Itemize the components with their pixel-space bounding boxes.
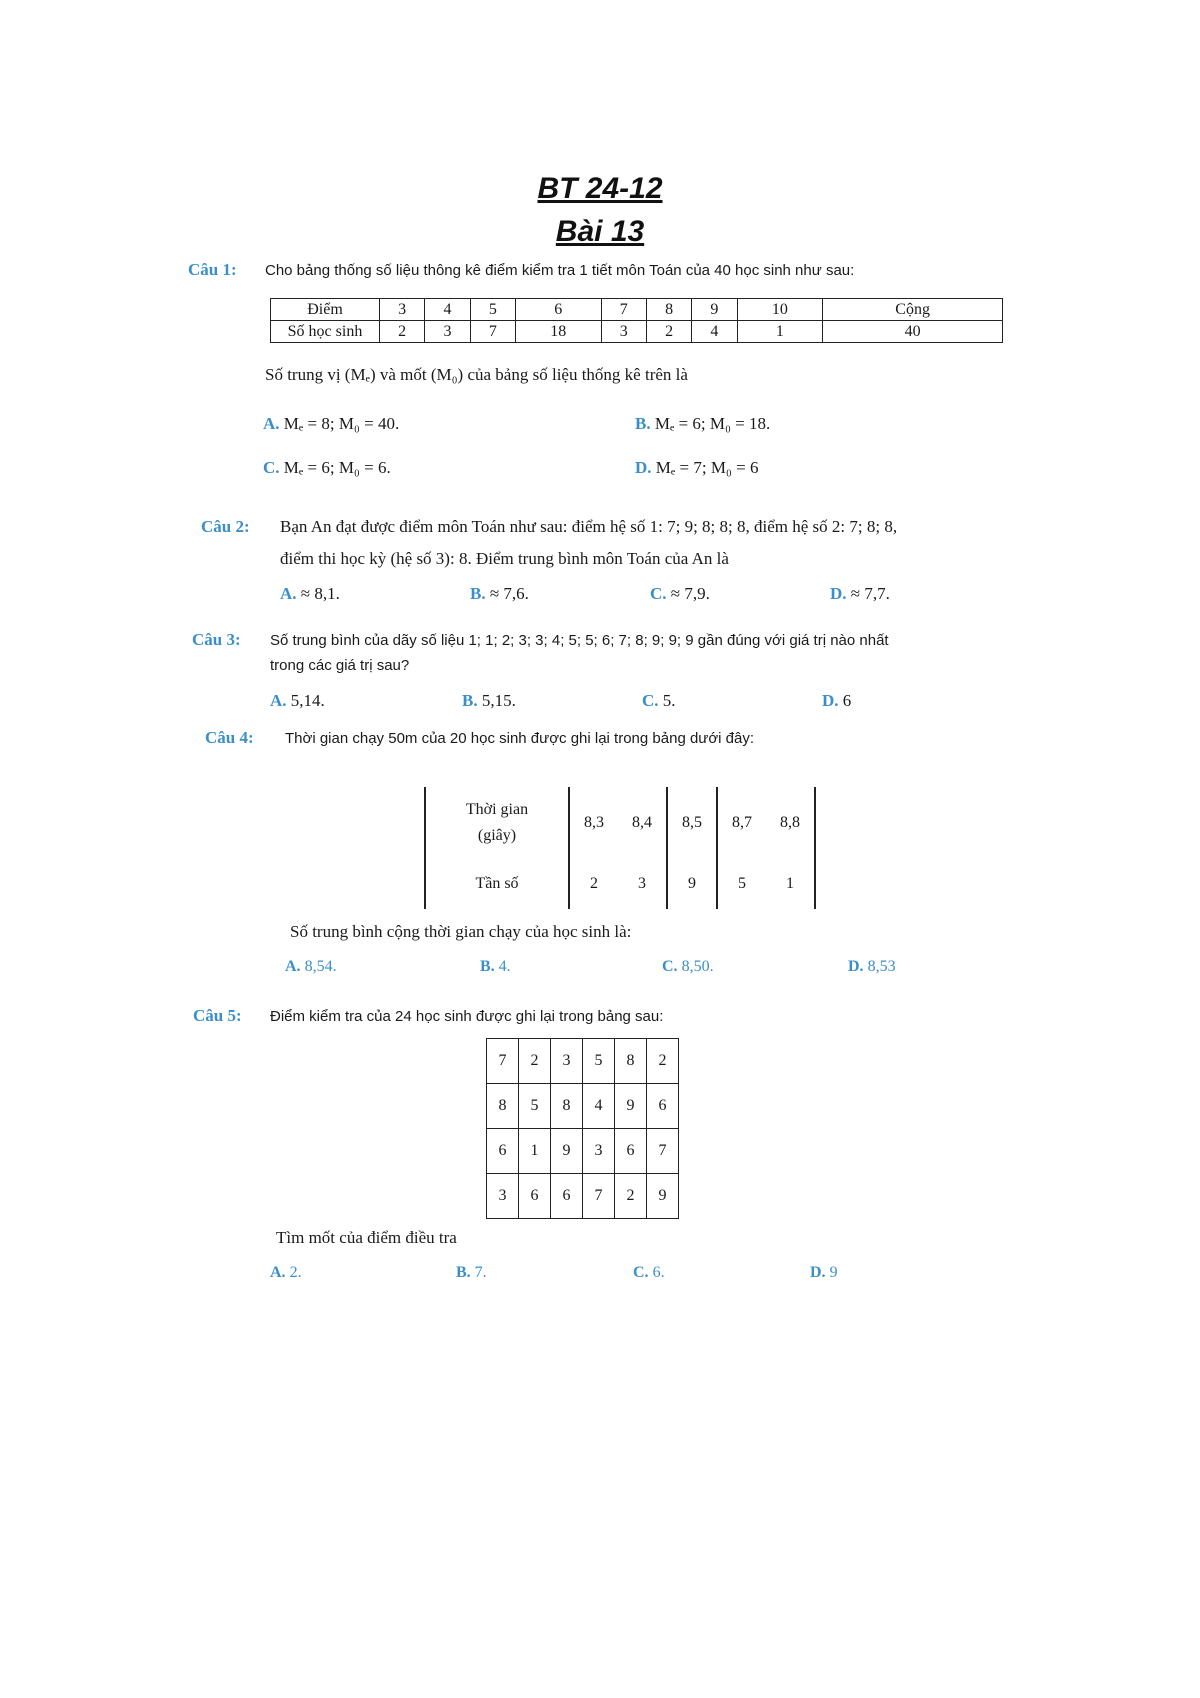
table-cell: 1 <box>766 859 815 909</box>
question-1-option-c[interactable] <box>263 458 391 478</box>
option-text: Mₑ = 6; M₀ = 18. <box>654 414 771 433</box>
option-text: 4. <box>498 958 511 975</box>
option-text: 8,54. <box>304 958 337 975</box>
question-2-label: Câu 2: <box>201 517 250 536</box>
table-row <box>271 299 1003 321</box>
question-1-label: Câu 1: <box>188 260 237 279</box>
table-row <box>487 1084 679 1129</box>
question-4-label: Câu 4: <box>205 728 254 747</box>
question-3-line2: trong các giá trị sau? <box>270 657 410 674</box>
question-5-option-b[interactable] <box>456 1264 487 1282</box>
table-cell: 3 <box>618 859 667 909</box>
question-2-option-c[interactable] <box>650 584 710 604</box>
question-4-option-b[interactable] <box>480 958 511 976</box>
table-cell: 3 <box>425 321 470 343</box>
question-3-label: Câu 3: <box>192 630 241 649</box>
question-3-option-a[interactable] <box>270 691 325 711</box>
table-cell: 2 <box>647 1039 679 1084</box>
option-key: B. <box>480 958 495 975</box>
table-cell: 9 <box>692 299 737 321</box>
table-cell: 3 <box>380 299 425 321</box>
table-cell: 6 <box>515 299 601 321</box>
option-text: 8,50. <box>681 958 714 975</box>
option-text: 6. <box>652 1264 665 1281</box>
table-cell: 6 <box>647 1084 679 1129</box>
question-2-option-b[interactable] <box>470 584 529 604</box>
option-key: D. <box>635 458 652 477</box>
question-5-option-a[interactable] <box>270 1264 302 1282</box>
table-cell: 7 <box>601 299 646 321</box>
table-row <box>487 1129 679 1174</box>
option-text: 5,15. <box>481 691 516 710</box>
header-line: Thời gian <box>465 801 529 818</box>
table-cell: 5 <box>519 1084 551 1129</box>
option-key: C. <box>633 1264 649 1281</box>
option-text: 6 <box>842 691 852 710</box>
table-cell: 9 <box>615 1084 647 1129</box>
question-5-grid <box>486 1038 679 1219</box>
table-cell: 3 <box>487 1174 519 1219</box>
table-cell: 5 <box>470 299 515 321</box>
option-text: 9 <box>829 1264 838 1281</box>
table-cell: 8,3 <box>584 814 604 831</box>
question-2-line1: Bạn An đạt được điểm môn Toán như sau: điểm hệ số 1: 7; 9; 8; 8; 8, điểm hệ số 2: 7; 8; 8, <box>280 517 898 536</box>
question-3-option-d[interactable] <box>822 691 851 711</box>
table-cell: 6 <box>615 1129 647 1174</box>
table-cell: 8 <box>487 1084 519 1129</box>
option-key: C. <box>263 458 280 477</box>
question-5-text: Điểm kiểm tra của 24 học sinh được ghi lại trong bảng sau: <box>270 1008 664 1025</box>
question-2-option-a[interactable] <box>280 584 340 604</box>
header-line: (giây) <box>477 827 517 844</box>
option-text: 5. <box>662 691 676 710</box>
table-cell: 8,4 <box>618 787 667 859</box>
question-4-option-d[interactable] <box>848 958 896 976</box>
table-cell: 6 <box>519 1174 551 1219</box>
option-key: D. <box>848 958 864 975</box>
question-4-text: Thời gian chạy 50m của 20 học sinh được ghi lại trong bảng dưới đây: <box>285 730 755 747</box>
question-1-option-d[interactable] <box>635 458 758 478</box>
option-key: D. <box>810 1264 826 1281</box>
question-3-option-b[interactable] <box>462 691 516 711</box>
option-key: A. <box>270 691 287 710</box>
option-text: 7. <box>474 1264 487 1281</box>
table-cell: 1 <box>737 321 823 343</box>
table-cell: 7 <box>583 1174 615 1219</box>
question-1-table <box>270 298 1003 343</box>
table-cell: 10 <box>737 299 823 321</box>
option-text: 8,53 <box>867 958 896 975</box>
table-row <box>487 1039 679 1084</box>
table-cell: 3 <box>551 1039 583 1084</box>
question-2-line2: điểm thi học kỳ (hệ số 3): 8. Điểm trung bình môn Toán của An là <box>280 549 729 568</box>
option-key: A. <box>285 958 301 975</box>
table-cell: 8 <box>551 1084 583 1129</box>
question-3-option-c[interactable] <box>642 691 676 711</box>
table-cell: 7 <box>647 1129 679 1174</box>
option-key: B. <box>456 1264 471 1281</box>
option-key: C. <box>642 691 659 710</box>
table-cell: 2 <box>519 1039 551 1084</box>
table-row <box>425 787 815 859</box>
option-text: Mₑ = 8; M₀ = 40. <box>283 414 400 433</box>
table-cell: 2 <box>615 1174 647 1219</box>
table-cell: Điểm <box>271 299 380 321</box>
option-key: B. <box>470 584 486 603</box>
question-5-option-c[interactable] <box>633 1264 665 1282</box>
question-3-line1: Số trung bình của dãy số liệu 1; 1; 2; 3; 3; 4; 5; 5; 6; 7; 8; 9; 9; 9 gần đúng với giá trị nào nhất <box>270 632 889 649</box>
page-subtitle: Bài 13 <box>555 215 645 248</box>
table-header-cell <box>425 787 569 859</box>
table-cell: 2 <box>646 321 691 343</box>
table-cell: 7 <box>487 1039 519 1084</box>
option-key: A. <box>280 584 297 603</box>
table-cell: 1 <box>519 1129 551 1174</box>
option-text: ≈ 7,9. <box>670 584 710 603</box>
table-cell: 7 <box>470 321 515 343</box>
table-cell: 8 <box>646 299 691 321</box>
table-row <box>425 859 815 909</box>
option-text: ≈ 7,7. <box>850 584 890 603</box>
option-text: 5,14. <box>290 691 325 710</box>
option-key: D. <box>830 584 847 603</box>
table-cell: 3 <box>601 321 646 343</box>
table-cell: 9 <box>551 1129 583 1174</box>
option-text: ≈ 7,6. <box>489 584 529 603</box>
option-key: A. <box>270 1264 286 1281</box>
table-cell: 9 <box>667 859 717 909</box>
question-1-question: Số trung vị (Mₑ) và mốt (M₀) của bảng số liệu thống kê trên là <box>265 365 688 384</box>
question-5-question: Tìm mốt của điểm điều tra <box>276 1228 457 1247</box>
option-text: ≈ 8,1. <box>300 584 340 603</box>
table-cell: 8,7 <box>732 814 752 831</box>
option-text: Mₑ = 6; M₀ = 6. <box>283 458 391 477</box>
option-text: Mₑ = 7; M₀ = 6 <box>655 458 759 477</box>
question-5-label: Câu 5: <box>193 1006 242 1025</box>
table-cell: 3 <box>583 1129 615 1174</box>
table-cell: 5 <box>583 1039 615 1084</box>
question-4-option-a[interactable] <box>285 958 337 976</box>
option-key: C. <box>662 958 678 975</box>
table-row <box>487 1174 679 1219</box>
table-header-cell: Tần số <box>425 859 569 909</box>
option-key: C. <box>650 584 667 603</box>
question-4-table <box>424 787 816 909</box>
option-key: B. <box>635 414 651 433</box>
table-cell: 8,5 <box>667 787 717 859</box>
table-cell: Cộng <box>823 299 1003 321</box>
option-key: D. <box>822 691 839 710</box>
table-row <box>271 321 1003 343</box>
question-1-option-b[interactable] <box>635 414 770 434</box>
question-1-option-a[interactable] <box>263 414 399 434</box>
table-cell: 18 <box>515 321 601 343</box>
table-cell: 6 <box>551 1174 583 1219</box>
question-1-text: Cho bảng thống số liệu thông kê điểm kiểm tra 1 tiết môn Toán của 40 học sinh như sau: <box>265 262 855 279</box>
question-5-option-d[interactable] <box>810 1264 838 1282</box>
table-cell: 8 <box>615 1039 647 1084</box>
table-cell: 5 <box>738 875 746 892</box>
page-title: BT 24-12 <box>537 172 663 205</box>
option-key: A. <box>263 414 280 433</box>
table-cell: 9 <box>647 1174 679 1219</box>
table-cell: 6 <box>487 1129 519 1174</box>
table-cell: 4 <box>425 299 470 321</box>
table-cell: 4 <box>583 1084 615 1129</box>
question-2-option-d[interactable] <box>830 584 890 604</box>
option-key: B. <box>462 691 478 710</box>
table-cell: 8,8 <box>766 787 815 859</box>
option-text: 2. <box>289 1264 302 1281</box>
question-4-option-c[interactable] <box>662 958 714 976</box>
question-4-question: Số trung bình cộng thời gian chạy của học sinh là: <box>290 922 632 941</box>
table-cell: Số học sinh <box>271 321 380 343</box>
table-cell: 4 <box>692 321 737 343</box>
table-cell: 2 <box>590 875 598 892</box>
table-cell: 40 <box>823 321 1003 343</box>
table-cell: 2 <box>380 321 425 343</box>
